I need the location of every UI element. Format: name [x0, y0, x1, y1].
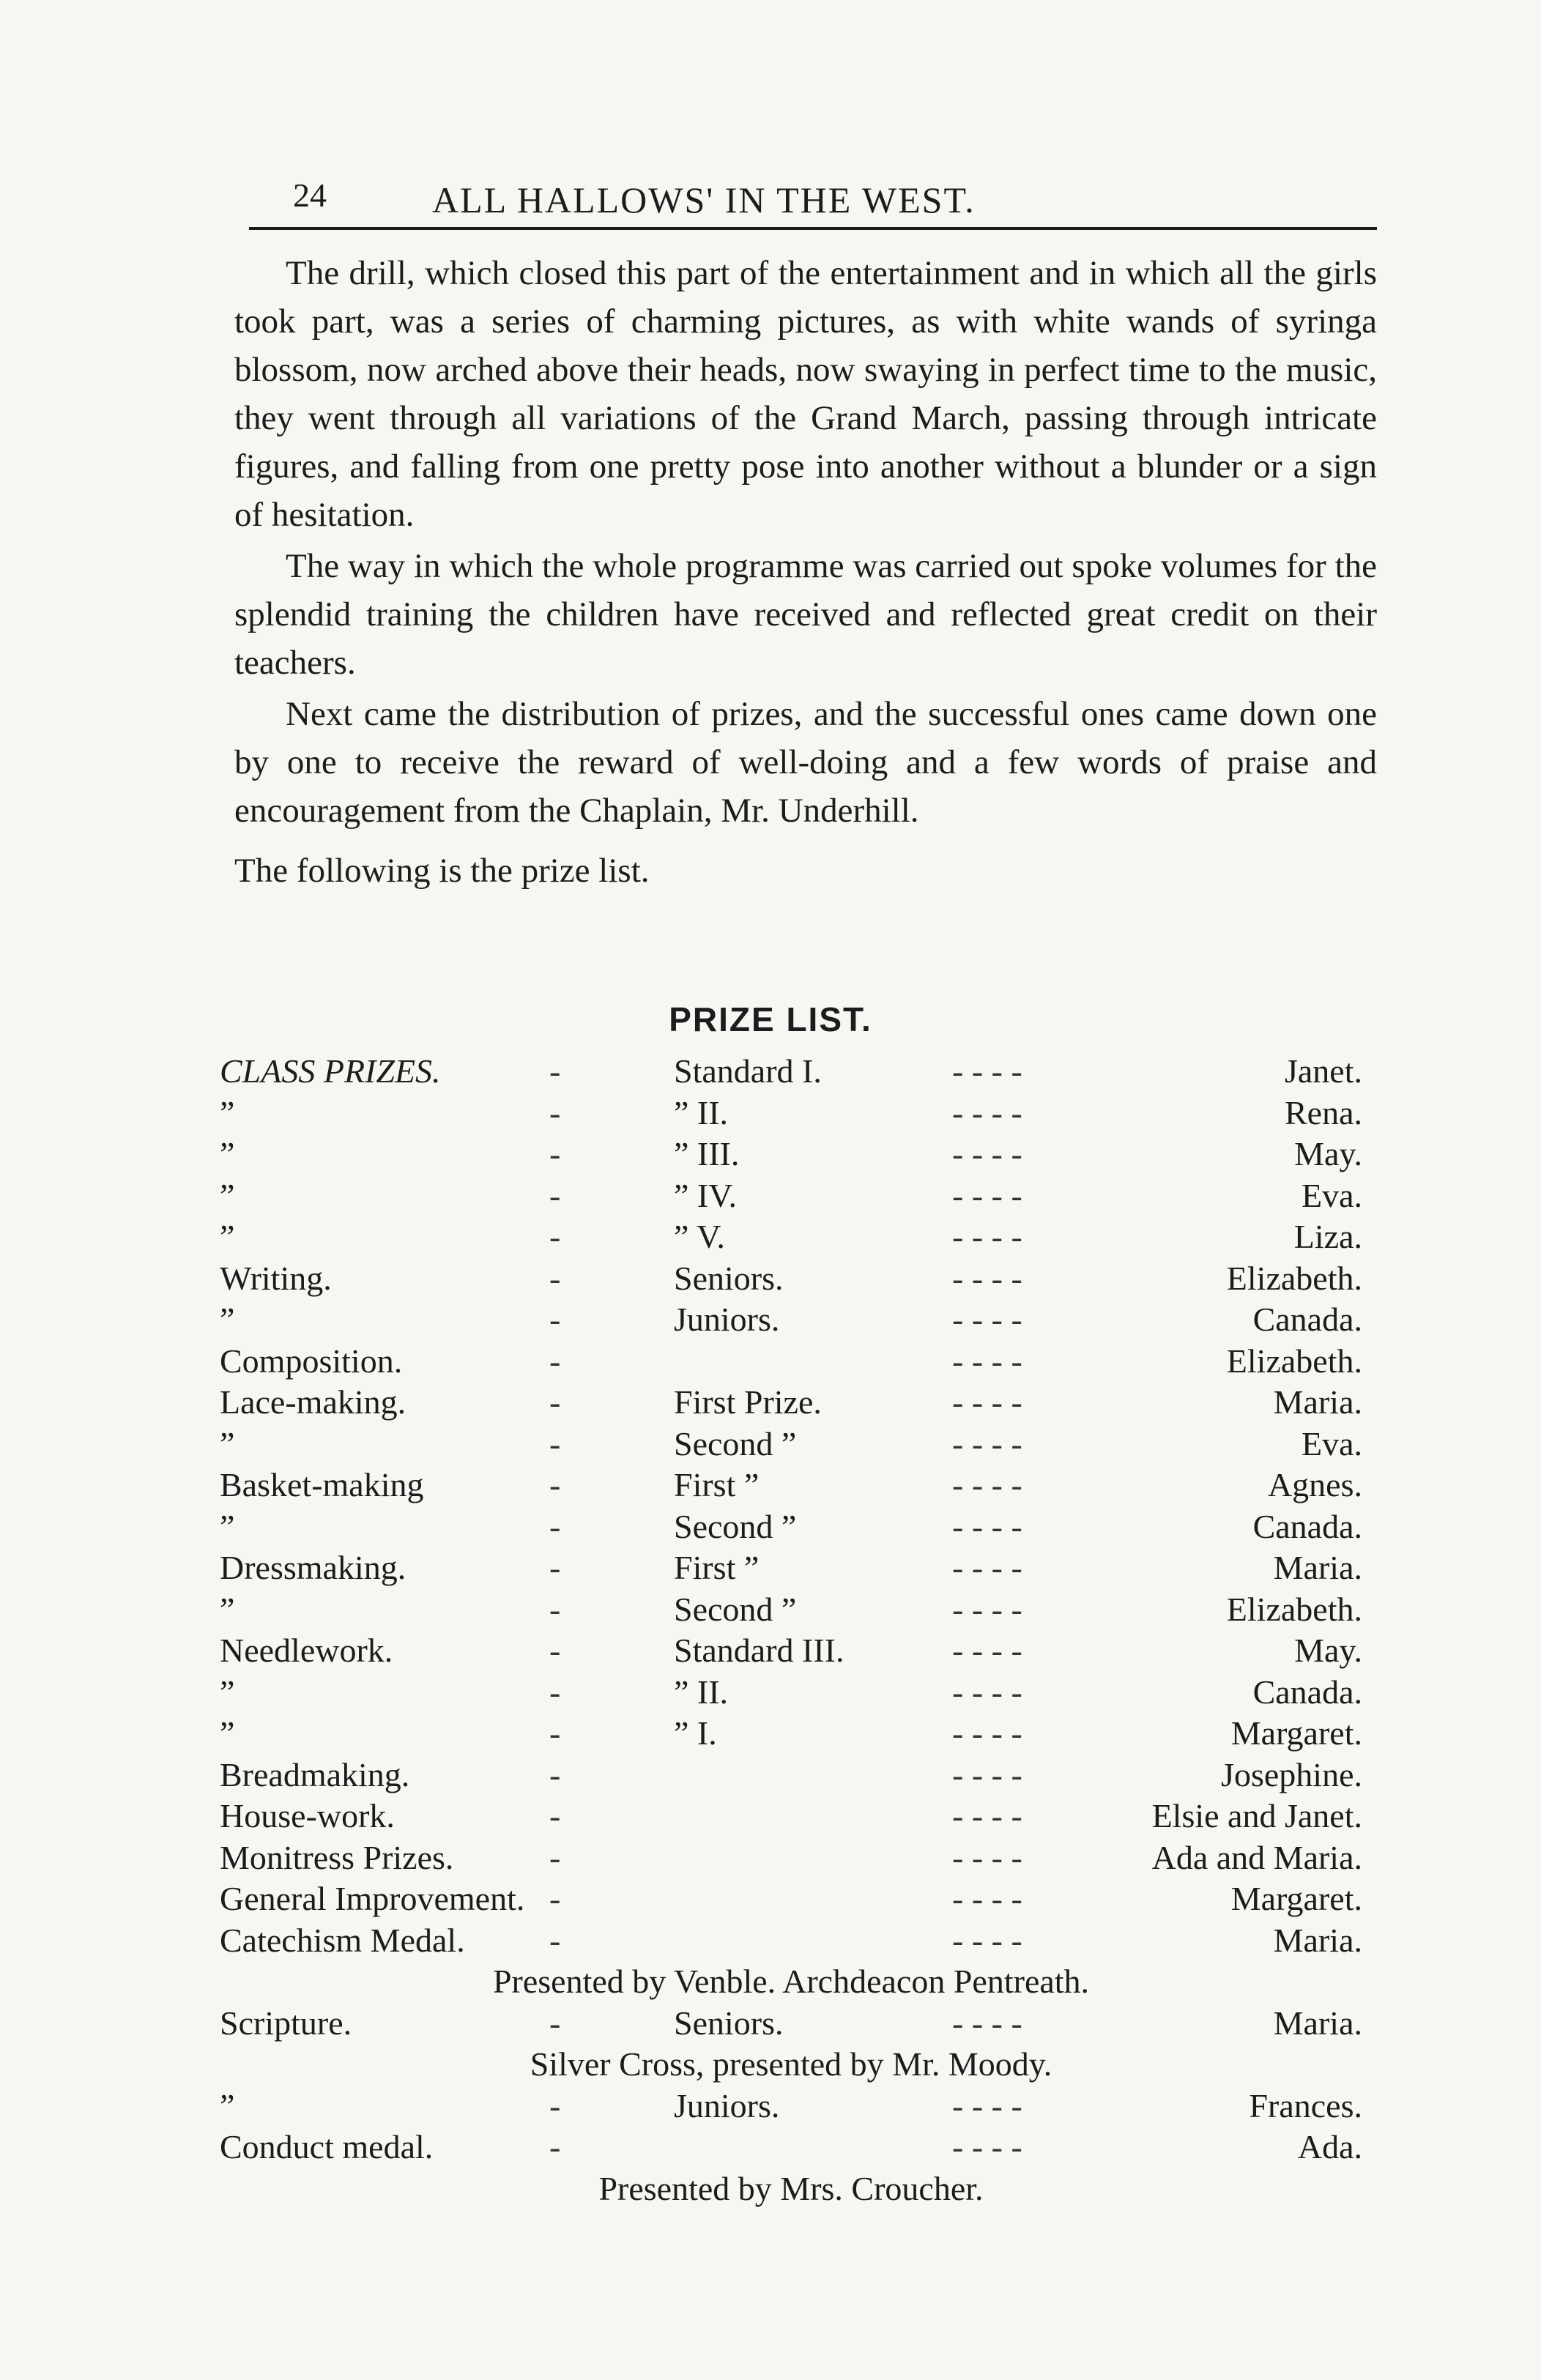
leader-dashes: - — [549, 1921, 561, 1959]
prize-winner: Canada. — [1252, 1301, 1362, 1338]
leader-dashes: - — [549, 1838, 561, 1876]
prize-winner: Elizabeth. — [1226, 1590, 1362, 1628]
leader-dashes: - — [549, 2086, 561, 2124]
prize-winner: Rena. — [1284, 1093, 1362, 1131]
leader-dashes: - - - - — [952, 2086, 1022, 2124]
prize-winner: Josephine. — [1221, 1755, 1362, 1793]
prize-category: ” — [220, 1424, 235, 1462]
prize-category: Dressmaking. — [220, 1549, 406, 1586]
prize-level: Standard III. — [674, 1632, 844, 1669]
prize-level: Juniors. — [674, 2086, 780, 2124]
presentation-note — [220, 2168, 1362, 2210]
prize-winner: Ada and Maria. — [1151, 1838, 1362, 1876]
running-title: ALL HALLOWS' IN THE WEST. — [432, 179, 976, 220]
prize-category: Scripture. — [220, 2004, 352, 2042]
prize-row — [220, 1920, 1362, 1962]
prize-row — [220, 1341, 1362, 1383]
prize-category: ” — [220, 1301, 235, 1338]
prize-category: Lace-making. — [220, 1383, 406, 1421]
prize-row — [220, 2086, 1362, 2127]
note-text: Presented by Mrs. Croucher. — [598, 2169, 984, 2207]
prize-row — [220, 1465, 1362, 1506]
leader-dashes: - - - - — [952, 1259, 1022, 1297]
prize-row — [220, 1755, 1362, 1796]
prize-level: Juniors. — [674, 1301, 780, 1338]
prize-winner: Canada. — [1252, 1673, 1362, 1711]
prize-category: Basket-making — [220, 1466, 424, 1503]
prize-category: ” — [220, 1093, 235, 1131]
prize-category: Composition. — [220, 1342, 403, 1380]
intro-line: The following is the prize list. — [234, 852, 650, 890]
prize-list-title: PRIZE LIST. — [669, 1000, 872, 1038]
leader-dashes: - - - - — [952, 1424, 1022, 1462]
leader-dashes: - — [549, 2128, 561, 2165]
prize-category: ” — [220, 1673, 235, 1711]
prize-winner: Maria. — [1273, 2004, 1362, 2042]
leader-dashes: - — [549, 1880, 561, 1917]
prize-level: ” I. — [674, 1714, 717, 1752]
prize-winner: Eva. — [1301, 1424, 1362, 1462]
prize-winner: May. — [1294, 1632, 1362, 1669]
prize-row — [220, 1672, 1362, 1714]
leader-dashes: - — [549, 1218, 561, 1255]
leader-dashes: - — [549, 1755, 561, 1793]
leader-dashes: - — [549, 2004, 561, 2042]
paragraph: The drill, which closed this part of the entertainment and in which all the girls took part, was a series of charming pictures, as with white wands of syringa blossom, now arched above their heads, now swaying in perfect time to the music, they went through all variations of the Grand March, passing through intricate figures, and falling from one pretty pose into another without a blunder or a sign of hesitation. — [234, 254, 1377, 534]
leader-dashes: - — [549, 1507, 561, 1545]
prize-winner: Agnes. — [1267, 1466, 1362, 1503]
paragraph: The way in which the whole programme was carried out spoke volumes for the splendid training the children have received and reflected great credit on their teachers. — [234, 547, 1377, 682]
leader-dashes: - — [549, 1590, 561, 1628]
leader-dashes: - - - - — [952, 1632, 1022, 1669]
note-text: Presented by Venble. Archdeacon Pentreath. — [492, 1963, 1090, 2000]
leader-dashes: - - - - — [952, 1176, 1022, 1214]
leader-dashes: - - - - — [952, 1838, 1022, 1876]
prize-winner: Maria. — [1273, 1549, 1362, 1586]
leader-dashes: - — [549, 1632, 561, 1669]
prize-level: Second ” — [674, 1590, 797, 1628]
leader-dashes: - — [549, 1052, 561, 1090]
presentation-note — [220, 2044, 1362, 2086]
prize-category: General Improvement. — [220, 1880, 525, 1917]
prize-category: ” — [220, 1135, 235, 1172]
prize-winner: Maria. — [1273, 1921, 1362, 1959]
note-text: Silver Cross, presented by Mr. Moody. — [530, 2045, 1052, 2083]
prize-category: ” — [220, 2086, 235, 2124]
leader-dashes: - — [549, 1797, 561, 1834]
prize-row — [220, 2003, 1362, 2045]
leader-dashes: - - - - — [952, 1507, 1022, 1545]
prize-level: First Prize. — [674, 1383, 822, 1421]
leader-dashes: - - - - — [952, 1590, 1022, 1628]
leader-dashes: - - - - — [952, 1755, 1022, 1793]
prize-level: ” II. — [674, 1093, 729, 1131]
leader-dashes: - — [549, 1466, 561, 1503]
leader-dashes: - — [549, 1714, 561, 1752]
prize-level: ” IV. — [674, 1176, 738, 1214]
paragraph: Next came the distribution of prizes, and the successful ones came down one by one to receive the reward of well-doing and a few words of praise and encouragement from the Chaplain, Mr. Underhill. — [234, 695, 1377, 830]
prize-row — [220, 1216, 1362, 1258]
leader-dashes: - — [549, 1342, 561, 1380]
leader-dashes: - - - - — [952, 1052, 1022, 1090]
leader-dashes: - — [549, 1301, 561, 1338]
prize-row — [220, 1175, 1362, 1217]
prize-winner: Maria. — [1273, 1383, 1362, 1421]
prize-category: Monitress Prizes. — [220, 1838, 454, 1876]
prize-row — [220, 2127, 1362, 2168]
prize-winner: Liza. — [1293, 1218, 1362, 1255]
leader-dashes: - - - - — [952, 1383, 1022, 1421]
prize-level: First ” — [674, 1466, 760, 1503]
leader-dashes: - - - - — [952, 1301, 1022, 1338]
prize-winner: Margaret. — [1230, 1880, 1362, 1917]
prize-winner: Margaret. — [1230, 1714, 1362, 1752]
prize-winner: Elizabeth. — [1226, 1342, 1362, 1380]
prize-winner: Canada. — [1252, 1507, 1362, 1545]
prize-row — [220, 1589, 1362, 1631]
prize-category: House-work. — [220, 1797, 395, 1834]
prize-level: ” III. — [674, 1135, 740, 1172]
prize-winner: May. — [1294, 1135, 1362, 1172]
prize-level: First ” — [674, 1549, 760, 1586]
leader-dashes: - — [549, 1549, 561, 1586]
prize-category: Breadmaking. — [220, 1755, 410, 1793]
prize-row — [220, 1093, 1362, 1134]
prize-row — [220, 1424, 1362, 1465]
prize-row — [220, 1796, 1362, 1837]
presentation-note — [220, 1961, 1362, 2003]
prize-row — [220, 1134, 1362, 1175]
prize-list — [220, 1051, 1362, 2209]
body-text — [234, 249, 1377, 898]
leader-dashes: - - - - — [952, 1921, 1022, 1959]
prize-row — [220, 1547, 1362, 1589]
prize-winner: Eva. — [1301, 1176, 1362, 1214]
leader-dashes: - - - - — [952, 1093, 1022, 1131]
page-number: 24 — [293, 176, 327, 214]
prize-row — [220, 1630, 1362, 1672]
prize-category: ” — [220, 1176, 235, 1214]
prize-row — [220, 1258, 1362, 1300]
leader-dashes: - - - - — [952, 1466, 1022, 1503]
leader-dashes: - - - - — [952, 1797, 1022, 1834]
leader-dashes: - - - - — [952, 1880, 1022, 1917]
page-header — [249, 170, 1377, 228]
prize-level: Seniors. — [674, 2004, 784, 2042]
leader-dashes: - - - - — [952, 1714, 1022, 1752]
leader-dashes: - - - - — [952, 1135, 1022, 1172]
leader-dashes: - — [549, 1093, 561, 1131]
prize-level: ” V. — [674, 1218, 725, 1255]
prize-row — [220, 1837, 1362, 1879]
prize-row — [220, 1299, 1362, 1341]
prize-row — [220, 1713, 1362, 1755]
prize-category: ” — [220, 1507, 235, 1545]
prize-category: ” — [220, 1590, 235, 1628]
prize-level: Second ” — [674, 1507, 797, 1545]
prize-level: Seniors. — [674, 1259, 784, 1297]
leader-dashes: - — [549, 1135, 561, 1172]
prize-category: ” — [220, 1714, 235, 1752]
prize-category: Catechism Medal. — [220, 1921, 465, 1959]
leader-dashes: - — [549, 1259, 561, 1297]
prize-winner: Janet. — [1284, 1052, 1362, 1090]
leader-dashes: - — [549, 1383, 561, 1421]
prize-category: ” — [220, 1218, 235, 1255]
prize-winner: Ada. — [1297, 2128, 1362, 2165]
prize-category: Writing. — [220, 1259, 332, 1297]
prize-category: CLASS PRIZES. — [220, 1052, 441, 1090]
prize-winner: Frances. — [1249, 2086, 1362, 2124]
prize-level: ” II. — [674, 1673, 729, 1711]
prize-row — [220, 1382, 1362, 1424]
leader-dashes: - - - - — [952, 1549, 1022, 1586]
header-rule — [249, 227, 1377, 230]
prize-category: Conduct medal. — [220, 2128, 434, 2165]
leader-dashes: - — [549, 1176, 561, 1214]
leader-dashes: - - - - — [952, 2128, 1022, 2165]
leader-dashes: - - - - — [952, 1342, 1022, 1380]
prize-category: Needlework. — [220, 1632, 393, 1669]
leader-dashes: - - - - — [952, 1218, 1022, 1255]
prize-row — [220, 1878, 1362, 1920]
leader-dashes: - - - - — [952, 1673, 1022, 1711]
leader-dashes: - — [549, 1673, 561, 1711]
prize-winner: Elizabeth. — [1226, 1259, 1362, 1297]
prize-level: Second ” — [674, 1424, 797, 1462]
prize-winner: Elsie and Janet. — [1151, 1797, 1362, 1834]
prize-level: Standard I. — [674, 1052, 822, 1090]
prize-row — [220, 1506, 1362, 1548]
leader-dashes: - - - - — [952, 2004, 1022, 2042]
leader-dashes: - — [549, 1424, 561, 1462]
prize-row — [220, 1051, 1362, 1093]
